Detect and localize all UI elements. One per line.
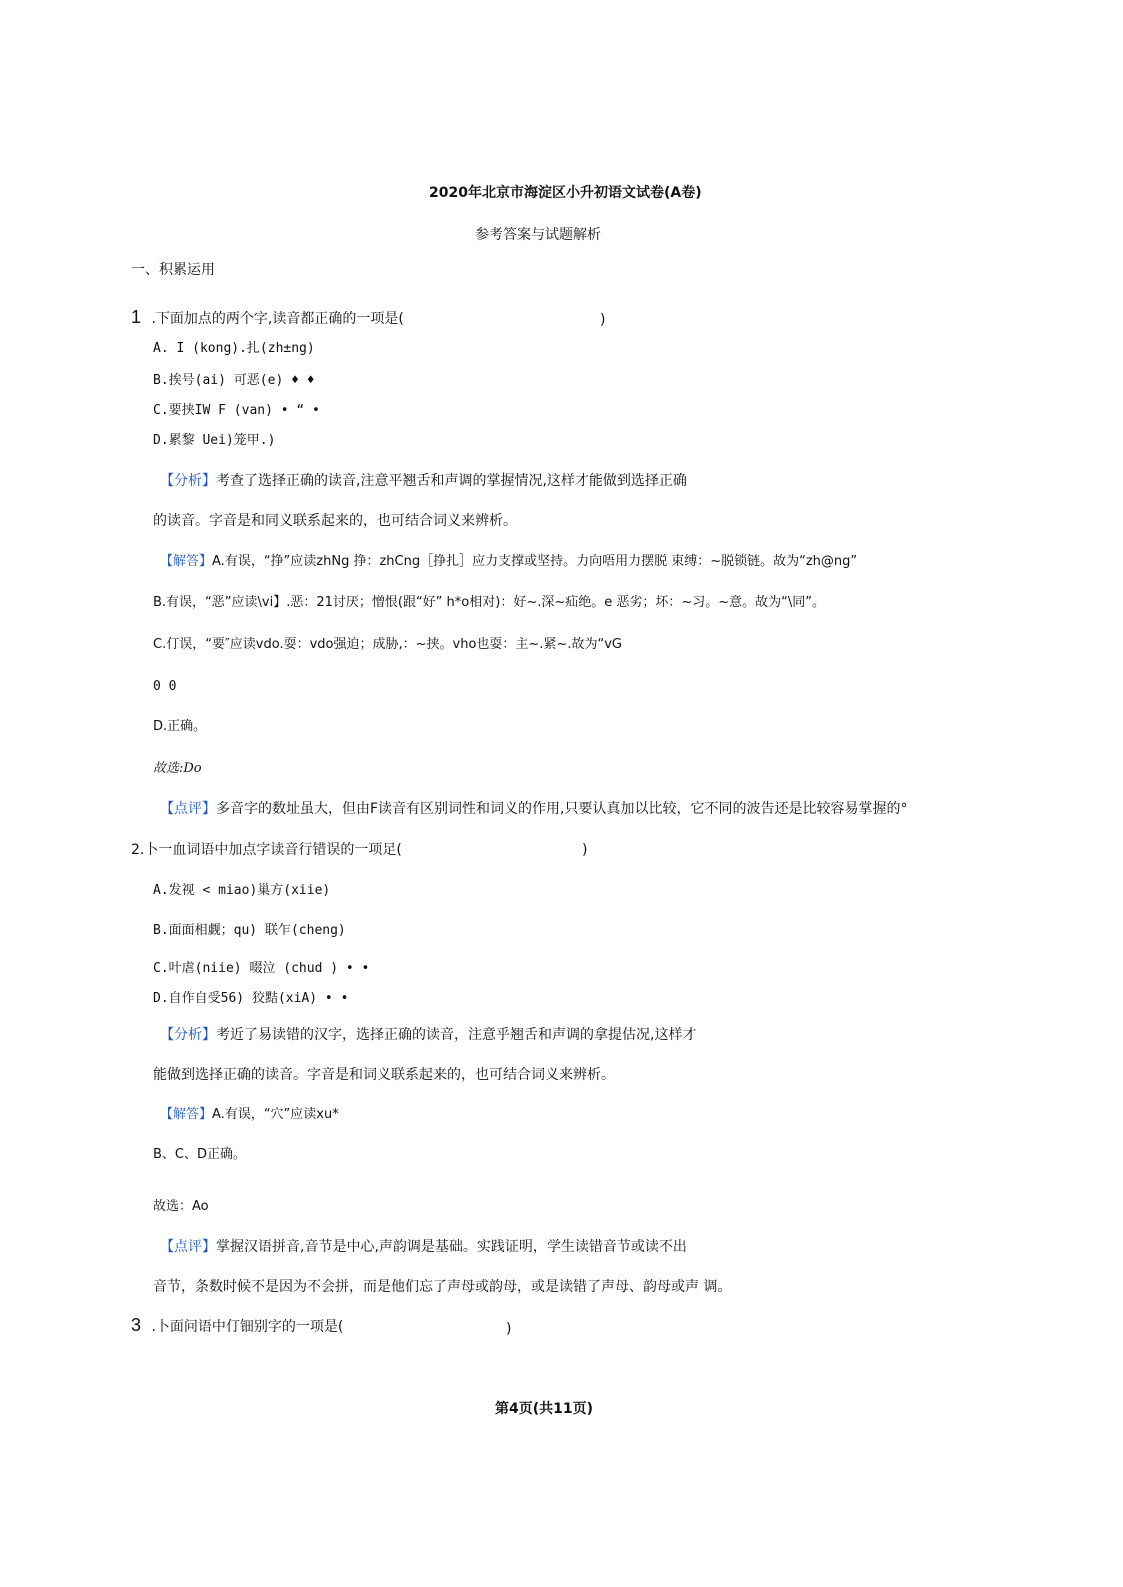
answer-line <box>160 553 857 571</box>
analysis-tag: 【分析】 <box>160 473 216 489</box>
question-3 <box>131 1316 343 1336</box>
answer-line <box>160 1106 339 1124</box>
analysis-line <box>160 1026 696 1044</box>
comment-text: 多音字的数址虽大，但由F读音有区别词性和词义的作用,只要认真加以比较，它不同的波告还是比较容易掌握的° <box>216 801 908 817</box>
answer-text: A.有误，“穴”应读xu* <box>212 1107 339 1122</box>
comment-line: 音节，条数时候不是因为不会拼，而是他们忘了声母或韵母，或是读错了声母、韵母或声 调。 <box>153 1279 732 1295</box>
answer-line: 0 0 <box>153 679 177 694</box>
option-d: D.自作自受56) 狡黠(xiA) • • <box>153 991 349 1006</box>
answer-line: C.仃误，“要″应读vdo.耍：vdo强迫；成胁,：~挟。vho也耍：主~.紧~.故为“vG <box>153 637 622 652</box>
answer-tag: 【解答】 <box>160 554 213 569</box>
question-paren-close: ) <box>600 312 606 328</box>
question-paren-close: ) <box>506 1321 512 1337</box>
page-footer: 第4页(共11页) <box>495 1401 594 1417</box>
question-number: 3 <box>131 1315 142 1335</box>
answer-choice: 故选:Do <box>153 761 202 776</box>
option-d: D.累黎 Uei)笼甲.) <box>153 433 276 448</box>
page-subtitle: 参考答案与试题解析 <box>475 227 601 243</box>
comment-line <box>160 1238 687 1256</box>
answer-line: D.正确。 <box>153 719 207 734</box>
question-stem: .下面加点的两个字,读音都正确的一项是( <box>151 311 404 327</box>
answer-tag: 【解答】 <box>160 1107 213 1122</box>
question-number: 1 <box>131 307 142 327</box>
analysis-line: 的读音。字音是和同义联系起来的，也可结合词义来辨析。 <box>153 513 517 529</box>
answer-line: B、C、D正确。 <box>153 1147 247 1162</box>
question-1 <box>131 308 404 328</box>
option-b: B.面面相觑；qu) 联乍(cheng) <box>153 923 346 938</box>
answer-choice: 故选：Ao <box>153 1199 209 1214</box>
comment-text: 掌握汉语拼音,音节是中心,声韵调是基础。实践证明，学生读错音节或读不出 <box>216 1239 687 1255</box>
analysis-text: 考查了选择正确的读音,注意平翘舌和声调的掌握情况,这样才能做到选择正确 <box>216 473 687 489</box>
option-c: C.要挟IW F (van) • “ • <box>153 403 320 418</box>
option-a: A. I (kong).扎(zh±ng) <box>153 341 315 356</box>
comment-tag: 【点评】 <box>160 1239 216 1255</box>
option-c: C.叶虐(niie) 啜泣 (chud ) • • <box>153 961 370 976</box>
answer-line: B.有误，“恶”应读\vi】.恶：21讨厌；憎恨(跟“好” h*o相对)：好~.深~疝绝。e 恶劣；坏：~习。~意。故为“\同”。 <box>153 595 826 610</box>
answer-text: A.有误，“挣”应读zhNg 挣：zhCng［挣扎］应力支撑或坚持。力向唔用力摆脱 束缚：~脱锁链。故为“zh@ng” <box>212 554 858 569</box>
option-b: B.挨号(ai) 可恶(e) ♦ ♦ <box>153 373 315 388</box>
analysis-line <box>160 472 687 490</box>
section-heading: 一、积累运用 <box>131 262 215 278</box>
page-title: 2020年北京市海淀区小升初语文试卷(A卷) <box>429 185 702 201</box>
question-2-stem: 2.卜一血词语中加点字读音行错误的一项足( <box>131 842 402 858</box>
question-paren-close: ) <box>582 842 588 858</box>
analysis-text: 考近了易读错的汉字，选择正确的读音，注意乎翘舌和声调的拿提估况,这样才 <box>216 1027 697 1043</box>
analysis-line: 能做到选择正确的读音。字音是和词义联系起来的，也可结合词义来辨析。 <box>153 1067 615 1083</box>
question-stem: .卜面问语中仃钿别字的一项是( <box>151 1319 344 1335</box>
comment-tag: 【点评】 <box>160 801 216 817</box>
option-a: A.发视 < miao)巢方(xiie) <box>153 883 331 898</box>
comment-line <box>160 800 908 818</box>
analysis-tag: 【分析】 <box>160 1027 216 1043</box>
